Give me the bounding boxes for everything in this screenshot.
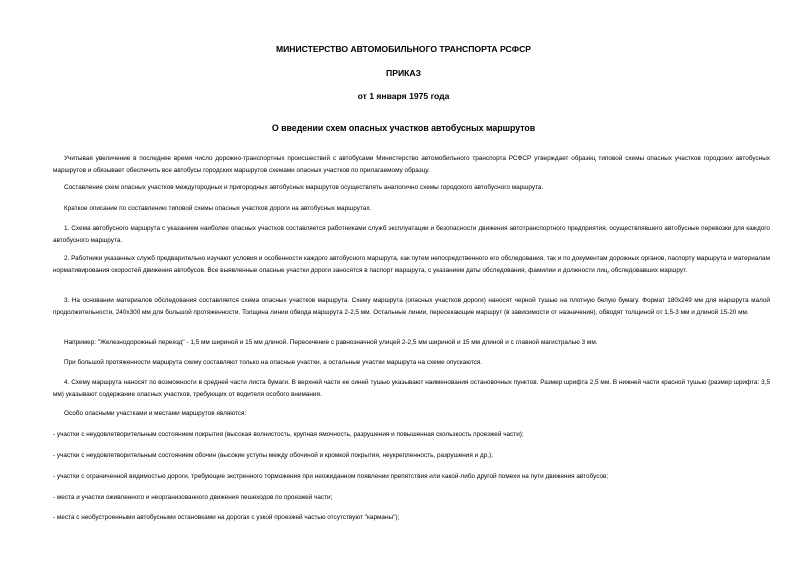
- list-item-bus-stops: - места с необустроенными автобусными остановками на дорогах с узкой проезжей частью отсутствуют "карманы");: [53, 514, 400, 521]
- document-title: О введении схем опасных участков автобусных маршрутов: [271, 123, 536, 133]
- paragraph-intercity: Составление схем опасных участков междугородных и пригородных автобусных маршрутов осуществлять аналогично схемы городского автобусного маршрута.: [64, 184, 544, 191]
- paragraph-item-3: 3. На основании материалов обследования составляется схема опасных участков маршрута. Схему маршрута (опасных участков дороги) наносят черной тушью на плотную белую бумагу. Формат 180х249 мм для маршрута малой продолжительности, 240х300 мм для большой протяженности. Толщина линии обвода маршрута 2-2,5 мм. Остальные линии, пересекающие маршрут (в зависимости от назначения), обводят толщиной от 1,5-3 мм и длиной 15-20 мм.: [53, 297, 770, 316]
- paragraph-item-2: 2. Работники указанных служб предварительно изучают условия и особенности каждого автобусного маршрута, как путем непосредственного его обследования, так и по документам дорожных органов, паспорту маршрута и материалам нормативирования скоростей движения автобусов. Все выявленные опасные участки дороги заносятся в паспорт маршрута, с указанием даты обследования, фамилии и должности лиц, обследовавших маршрут.: [53, 255, 770, 274]
- list-item-visibility: - участки с ограниченной видимостью дороги, требующие экстренного торможения при неожиданном появлении препятствия или какой-либо другой помехи на пути движения автобусов;: [53, 473, 609, 480]
- paragraph-item-4: 4. Схему маршрута наносят по возможности в средней части листа бумаги. В верхней части ее синей тушью указывают наименования остановочных пунктов. Размер шрифта 2,5 мм. В нижней части красной тушью (размер шрифта: 3,5 мм) указывают содержание опасных участков, требующих от водителя особого внимания.: [53, 379, 770, 398]
- ministry-heading: МИНИСТЕРСТВО АВТОМОБИЛЬНОГО ТРАНСПОРТА РСФСР: [275, 44, 532, 54]
- paragraph-dangerous-heading: Особо опасными участками и местами маршрутов являются:: [64, 410, 247, 417]
- paragraph-intro: Учитывая увеличение в последнее время число дорожно-транспортных происшествий с автобусами Министерство автомобильного транспорта РСФСР утверждает образец типовой схемы опасных участков городских автобусных маршрутов и обязывает обеспечить все автобусы городских маршрутов схемами опасных участков по прилагаемому образцу.: [53, 155, 770, 174]
- paragraph-item-1: 1. Схема автобусного маршрута с указанием наиболее опасных участков составляется работниками служб эксплуатации и безопасности движения автотранспортного предприятия, осуществлявшего автобусные перевозки для каждого автобусного маршрута.: [53, 225, 770, 244]
- paragraph-long-route: При большой протяженности маршрута схему составляют только на опасные участки, а остальные участки маршрута на схеме опускаются.: [64, 359, 483, 366]
- paragraph-brief-description: Краткое описание по составлению типовой схемы опасных участков дороги на автобусных маршрутах.: [64, 205, 372, 212]
- document-type: ПРИКАЗ: [386, 68, 421, 78]
- list-item-shoulders: - участки с неудовлетворительным состоянием обочин (высокие уступы между обочиной и кромкой покрытия, неукрепленность, разрушения и др.);: [53, 452, 493, 459]
- list-item-pedestrians: - места и участки оживленного и неорганизованного движения пешеходов по проезжей части;: [53, 494, 333, 501]
- list-item-surface: - участки с неудовлетворительным состоянием покрытия (высокая волнистость, крупная ямочность, разрушения и повышенная скользкость проезжей части);: [53, 431, 524, 438]
- document-date: от 1 января 1975 года: [357, 91, 450, 101]
- paragraph-example: Например: "Железнодорожный переезд" - 1,5 мм шириной и 15 мм длиной. Пересечение с равнозначной улицей 2-2,5 мм шириной и 15 мм длиной и с главной магистралью 3 мм.: [64, 339, 598, 346]
